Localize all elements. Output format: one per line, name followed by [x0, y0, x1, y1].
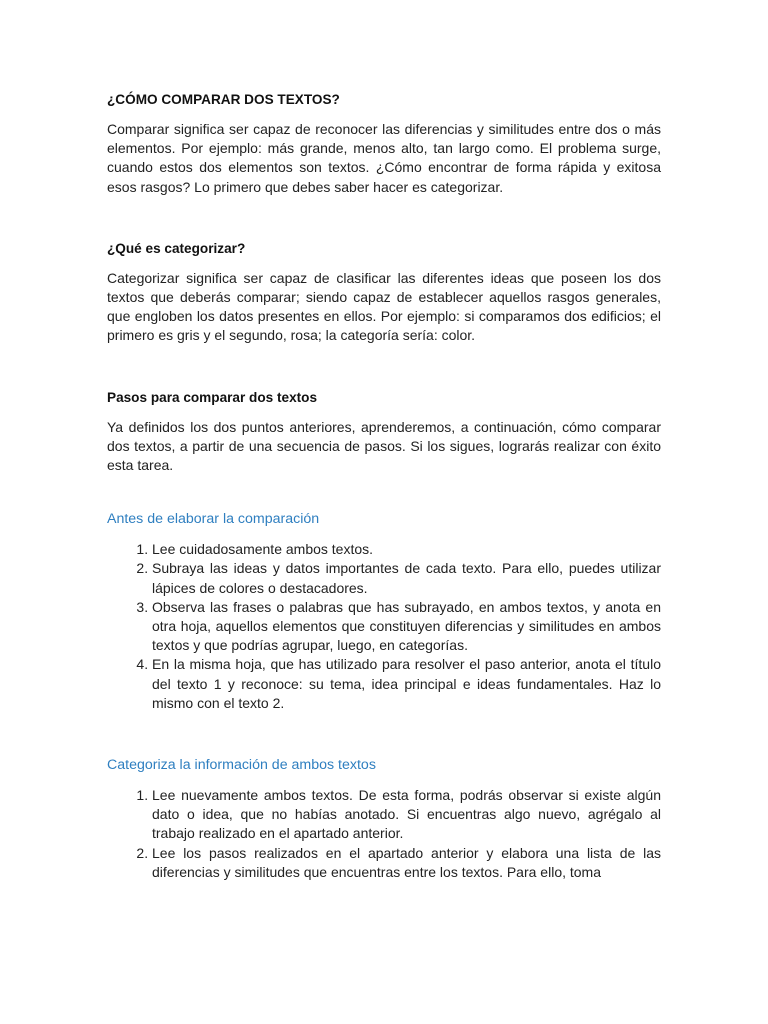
section-heading-categorize: ¿Qué es categorizar? [107, 240, 246, 256]
list-item: 2. Subraya las ideas y datos importantes de cada texto. Para ello, puedes utilizar lápices de colores o destacadores. [152, 559, 661, 597]
subheading-categorize-info: Categoriza la información de ambos textos [107, 757, 376, 774]
list-item: 2. Lee los pasos realizados en el apartado anterior y elabora una lista de las diferencias y similitudes que encuentras entre los textos. Para ello, toma [152, 844, 661, 882]
document-title: ¿CÓMO COMPARAR DOS TEXTOS? [107, 92, 340, 107]
before-steps-list [107, 540, 661, 713]
steps-paragraph: Ya definidos los dos puntos anteriores, aprenderemos, a continuación, cómo comparar dos textos, a partir de una secuencia de pasos. Si los sigues, lograrás realizar con éxito esta tarea. [107, 418, 661, 474]
spacer [107, 475, 661, 511]
list-item: 1. Lee cuidadosamente ambos textos. [152, 540, 661, 559]
list-item: 1. Lee nuevamente ambos textos. De esta forma, podrás observar si existe algún dato o idea, que no habías anotado. Si encuentras algo nuevo, agrégalo al trabajo realizado en el apartado anterior. [152, 786, 661, 844]
intro-paragraph: Comparar significa ser capaz de reconocer las diferencias y similitudes entre dos o más elementos. Por ejemplo: más grande, menos alto, tan largo como. El problema surge, cuando estos dos elementos son textos. ¿Cómo encontrar de forma rápida y exitosa esos rasgos? Lo primero que debes saber hacer es categorizar. [107, 121, 661, 195]
section-heading-steps: Pasos para comparar dos textos [107, 389, 318, 405]
list-item: 4. En la misma hoja, que has utilizado para resolver el paso anterior, anota el título del texto 1 y reconoce: su tema, idea principal e ideas fundamentales. Haz lo mismo con el texto 2. [152, 655, 661, 713]
spacer [107, 346, 661, 390]
spacer [107, 197, 661, 241]
subheading-before-comparison: Antes de elaborar la comparación [107, 511, 320, 528]
list-item: 3. Observa las frases o palabras que has subrayado, en ambos textos, y anota en otra hoja, aquellos elementos que constituyen diferencias y similitudes en ambos textos y que podrías agrupar, luego, en categorías. [152, 598, 661, 656]
spacer [107, 713, 661, 757]
categorize-steps-list [107, 786, 661, 882]
categorize-paragraph: Categorizar significa ser capaz de clasificar las diferentes ideas que poseen los dos textos que deberás comparar; siendo capaz de establecer aquellos rasgos generales, que engloben los datos presentes en ellos. Por ejemplo: si comparamos dos edificios; el primero es gris y el segundo, rosa; la categoría sería: color. [107, 269, 661, 344]
